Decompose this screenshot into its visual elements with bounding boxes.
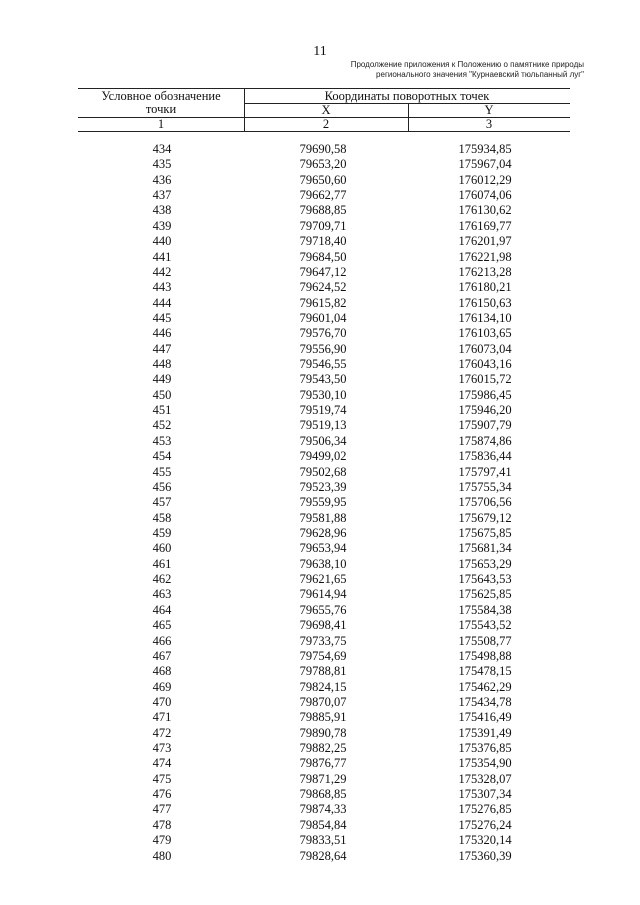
point-id: 473 xyxy=(152,741,172,756)
x-coordinate: 79653,20 xyxy=(299,157,347,172)
coords-header: Координаты поворотных точек xyxy=(324,89,490,103)
y-coordinate: 175653,29 xyxy=(458,556,512,571)
table-row xyxy=(78,449,570,464)
point-id: 446 xyxy=(152,326,172,341)
y-coordinate: 175967,04 xyxy=(458,157,512,172)
y-coordinate: 175462,29 xyxy=(458,679,512,694)
point-id: 462 xyxy=(152,572,172,587)
point-id: 445 xyxy=(152,310,172,325)
table-row xyxy=(78,772,570,787)
point-id: 477 xyxy=(152,802,172,817)
y-coordinate: 175643,53 xyxy=(458,572,512,587)
y-coordinate: 176221,98 xyxy=(458,249,512,264)
x-coordinate: 79882,25 xyxy=(299,741,347,756)
x-coordinate: 79546,55 xyxy=(299,357,347,372)
point-id: 444 xyxy=(152,295,172,310)
table-row xyxy=(78,142,570,157)
y-coordinate: 175434,78 xyxy=(458,694,512,709)
header-note-line-1: Продолжение приложения к Положению о памятнике природы xyxy=(350,60,584,69)
point-id: 442 xyxy=(152,264,172,279)
point-id: 448 xyxy=(152,357,172,372)
x-coordinate: 79885,91 xyxy=(299,710,347,725)
x-coordinate: 79614,94 xyxy=(299,587,347,602)
col1-header-line-2: точки xyxy=(145,102,177,116)
header-note xyxy=(334,60,584,80)
table-row xyxy=(78,357,570,372)
x-coordinate: 79576,70 xyxy=(299,326,347,341)
table-row xyxy=(78,787,570,802)
table-row xyxy=(78,634,570,649)
header-bottom-rule xyxy=(78,131,570,132)
point-id: 454 xyxy=(152,449,172,464)
y-coordinate: 176180,21 xyxy=(458,280,512,295)
y-coordinate: 175874,86 xyxy=(458,433,512,448)
point-id: 459 xyxy=(152,525,172,540)
point-id: 471 xyxy=(152,710,172,725)
point-id: 469 xyxy=(152,679,172,694)
y-coordinate: 175320,14 xyxy=(458,833,512,848)
header-note-line-2: регионального значения "Курнаевский тюльпанный луг" xyxy=(376,70,584,79)
table-row xyxy=(78,756,570,771)
x-coordinate: 79754,69 xyxy=(299,648,347,663)
table-row xyxy=(78,326,570,341)
col1-header-line-1: Условное обозначение xyxy=(101,89,221,103)
table-row xyxy=(78,649,570,664)
y-coordinate: 175934,85 xyxy=(458,142,512,156)
table-row xyxy=(78,849,570,864)
table-row xyxy=(78,680,570,695)
table-row xyxy=(78,541,570,556)
point-id: 457 xyxy=(152,495,172,510)
x-coordinate: 79559,95 xyxy=(299,495,347,510)
table-row xyxy=(78,219,570,234)
y-coordinate: 176074,06 xyxy=(458,188,512,203)
point-id: 463 xyxy=(152,587,172,602)
table-row xyxy=(78,818,570,833)
y-coordinate: 176134,10 xyxy=(458,310,512,325)
y-coordinate: 175797,41 xyxy=(458,464,512,479)
x-coordinate: 79638,10 xyxy=(299,556,347,571)
point-id: 464 xyxy=(152,602,172,617)
x-coordinate: 79698,41 xyxy=(299,618,347,633)
point-id: 460 xyxy=(152,541,172,556)
x-coordinate: 79653,94 xyxy=(299,541,347,556)
table-row xyxy=(78,618,570,633)
point-id: 436 xyxy=(152,172,172,187)
point-id: 479 xyxy=(152,833,172,848)
point-id: 478 xyxy=(152,817,172,832)
table-row xyxy=(78,388,570,403)
x-coordinate: 79624,52 xyxy=(299,280,347,295)
table-row xyxy=(78,480,570,495)
point-id: 466 xyxy=(152,633,172,648)
x-coordinate: 79543,50 xyxy=(299,372,347,387)
y-coordinate: 175679,12 xyxy=(458,510,512,525)
x-coordinate: 79621,65 xyxy=(299,572,347,587)
y-coordinate: 175625,85 xyxy=(458,587,512,602)
y-coordinate: 175675,85 xyxy=(458,525,512,540)
point-id: 458 xyxy=(152,510,172,525)
x-coordinate: 79874,33 xyxy=(299,802,347,817)
table-row xyxy=(78,157,570,172)
col-number-2: 2 xyxy=(322,117,330,131)
x-coordinate: 79688,85 xyxy=(299,203,347,218)
table-row xyxy=(78,311,570,326)
x-coordinate: 79709,71 xyxy=(299,218,347,233)
x-coordinate: 79876,77 xyxy=(299,756,347,771)
point-id: 437 xyxy=(152,188,172,203)
y-coordinate: 176015,72 xyxy=(458,372,512,387)
y-coordinate: 175836,44 xyxy=(458,449,512,464)
x-coordinate: 79581,88 xyxy=(299,510,347,525)
x-coordinate: 79868,85 xyxy=(299,787,347,802)
table-row xyxy=(78,802,570,817)
y-coordinate: 175755,34 xyxy=(458,479,512,494)
table-row xyxy=(78,603,570,618)
x-coordinate: 79870,07 xyxy=(299,694,347,709)
x-coordinate: 79684,50 xyxy=(299,249,347,264)
point-id: 438 xyxy=(152,203,172,218)
point-id: 467 xyxy=(152,648,172,663)
y-coordinate: 175360,39 xyxy=(458,848,512,863)
point-id: 440 xyxy=(152,234,172,249)
x-coordinate: 79650,60 xyxy=(299,172,347,187)
point-id: 434 xyxy=(152,142,172,156)
table-header xyxy=(78,88,570,132)
x-coordinate: 79824,15 xyxy=(299,679,347,694)
y-coordinate: 175276,24 xyxy=(458,817,512,832)
table-row xyxy=(78,465,570,480)
y-coordinate: 175328,07 xyxy=(458,771,512,786)
table-row xyxy=(78,280,570,295)
point-id: 461 xyxy=(152,556,172,571)
y-coordinate: 175391,49 xyxy=(458,725,512,740)
table-row xyxy=(78,495,570,510)
x-coordinate: 79788,81 xyxy=(299,664,347,679)
point-id: 475 xyxy=(152,771,172,786)
coordinates-table-body xyxy=(78,142,570,864)
y-coordinate: 176103,65 xyxy=(458,326,512,341)
table-row xyxy=(78,234,570,249)
point-id: 468 xyxy=(152,664,172,679)
x-coordinate: 79854,84 xyxy=(299,817,347,832)
col-number-3: 3 xyxy=(485,117,493,131)
y-coordinate: 175986,45 xyxy=(458,387,512,402)
x-coordinate: 79499,02 xyxy=(299,449,347,464)
table-row xyxy=(78,664,570,679)
point-id: 476 xyxy=(152,787,172,802)
point-id: 449 xyxy=(152,372,172,387)
x-coordinate: 79628,96 xyxy=(299,525,347,540)
y-coordinate: 176012,29 xyxy=(458,172,512,187)
y-header: Y xyxy=(484,103,494,117)
point-id: 470 xyxy=(152,694,172,709)
y-coordinate: 175681,34 xyxy=(458,541,512,556)
y-coordinate: 175946,20 xyxy=(458,403,512,418)
y-coordinate: 175276,85 xyxy=(458,802,512,817)
point-id: 451 xyxy=(152,403,172,418)
x-coordinate: 79615,82 xyxy=(299,295,347,310)
y-coordinate: 175907,79 xyxy=(458,418,512,433)
table-row xyxy=(78,296,570,311)
table-row xyxy=(78,188,570,203)
x-coordinate: 79655,76 xyxy=(299,602,347,617)
table-row xyxy=(78,372,570,387)
y-coordinate: 176130,62 xyxy=(458,203,512,218)
table-row xyxy=(78,726,570,741)
table-row xyxy=(78,833,570,848)
x-coordinate: 79506,34 xyxy=(299,433,347,448)
y-coordinate: 176150,63 xyxy=(458,295,512,310)
point-id: 480 xyxy=(152,848,172,863)
point-id: 456 xyxy=(152,479,172,494)
table-row xyxy=(78,403,570,418)
point-id: 465 xyxy=(152,618,172,633)
y-coordinate: 176073,04 xyxy=(458,341,512,356)
x-coordinate: 79519,74 xyxy=(299,403,347,418)
table-row xyxy=(78,418,570,433)
table-row xyxy=(78,557,570,572)
y-coordinate: 175478,15 xyxy=(458,664,512,679)
x-coordinate: 79690,58 xyxy=(299,142,347,156)
point-id: 455 xyxy=(152,464,172,479)
col-number-1: 1 xyxy=(157,117,165,131)
x-coordinate: 79530,10 xyxy=(299,387,347,402)
point-id: 474 xyxy=(152,756,172,771)
x-header: X xyxy=(321,103,331,117)
point-id: 452 xyxy=(152,418,172,433)
table-row xyxy=(78,265,570,280)
x-coordinate: 79662,77 xyxy=(299,188,347,203)
table-row xyxy=(78,695,570,710)
x-coordinate: 79556,90 xyxy=(299,341,347,356)
table-row xyxy=(78,572,570,587)
y-coordinate: 175543,52 xyxy=(458,618,512,633)
y-coordinate: 176169,77 xyxy=(458,218,512,233)
y-coordinate: 175376,85 xyxy=(458,741,512,756)
table-row xyxy=(78,434,570,449)
y-coordinate: 175508,77 xyxy=(458,633,512,648)
x-coordinate: 79523,39 xyxy=(299,479,347,494)
y-coordinate: 175354,90 xyxy=(458,756,512,771)
table-row xyxy=(78,710,570,725)
table-row xyxy=(78,342,570,357)
x-coordinate: 79871,29 xyxy=(299,771,347,786)
table-row xyxy=(78,250,570,265)
table-row xyxy=(78,203,570,218)
table-row xyxy=(78,526,570,541)
y-coordinate: 176213,28 xyxy=(458,264,512,279)
x-coordinate: 79890,78 xyxy=(299,725,347,740)
x-coordinate: 79718,40 xyxy=(299,234,347,249)
x-coordinate: 79601,04 xyxy=(299,310,347,325)
page-number: 11 xyxy=(313,44,327,59)
point-id: 439 xyxy=(152,218,172,233)
x-coordinate: 79502,68 xyxy=(299,464,347,479)
table-row xyxy=(78,587,570,602)
point-id: 435 xyxy=(152,157,172,172)
table-row xyxy=(78,511,570,526)
y-coordinate: 175416,49 xyxy=(458,710,512,725)
x-coordinate: 79828,64 xyxy=(299,848,347,863)
x-coordinate: 79833,51 xyxy=(299,833,347,848)
x-coordinate: 79519,13 xyxy=(299,418,347,433)
table-row xyxy=(78,173,570,188)
point-id: 472 xyxy=(152,725,172,740)
y-coordinate: 175706,56 xyxy=(458,495,512,510)
table-row xyxy=(78,741,570,756)
point-id: 441 xyxy=(152,249,172,264)
point-id: 443 xyxy=(152,280,172,295)
y-coordinate: 175498,88 xyxy=(458,648,512,663)
y-coordinate: 175584,38 xyxy=(458,602,512,617)
x-coordinate: 79733,75 xyxy=(299,633,347,648)
point-id: 450 xyxy=(152,387,172,402)
y-coordinate: 176043,16 xyxy=(458,357,512,372)
y-coordinate: 176201,97 xyxy=(458,234,512,249)
x-coordinate: 79647,12 xyxy=(299,264,347,279)
point-id: 453 xyxy=(152,433,172,448)
y-coordinate: 175307,34 xyxy=(458,787,512,802)
point-id: 447 xyxy=(152,341,172,356)
